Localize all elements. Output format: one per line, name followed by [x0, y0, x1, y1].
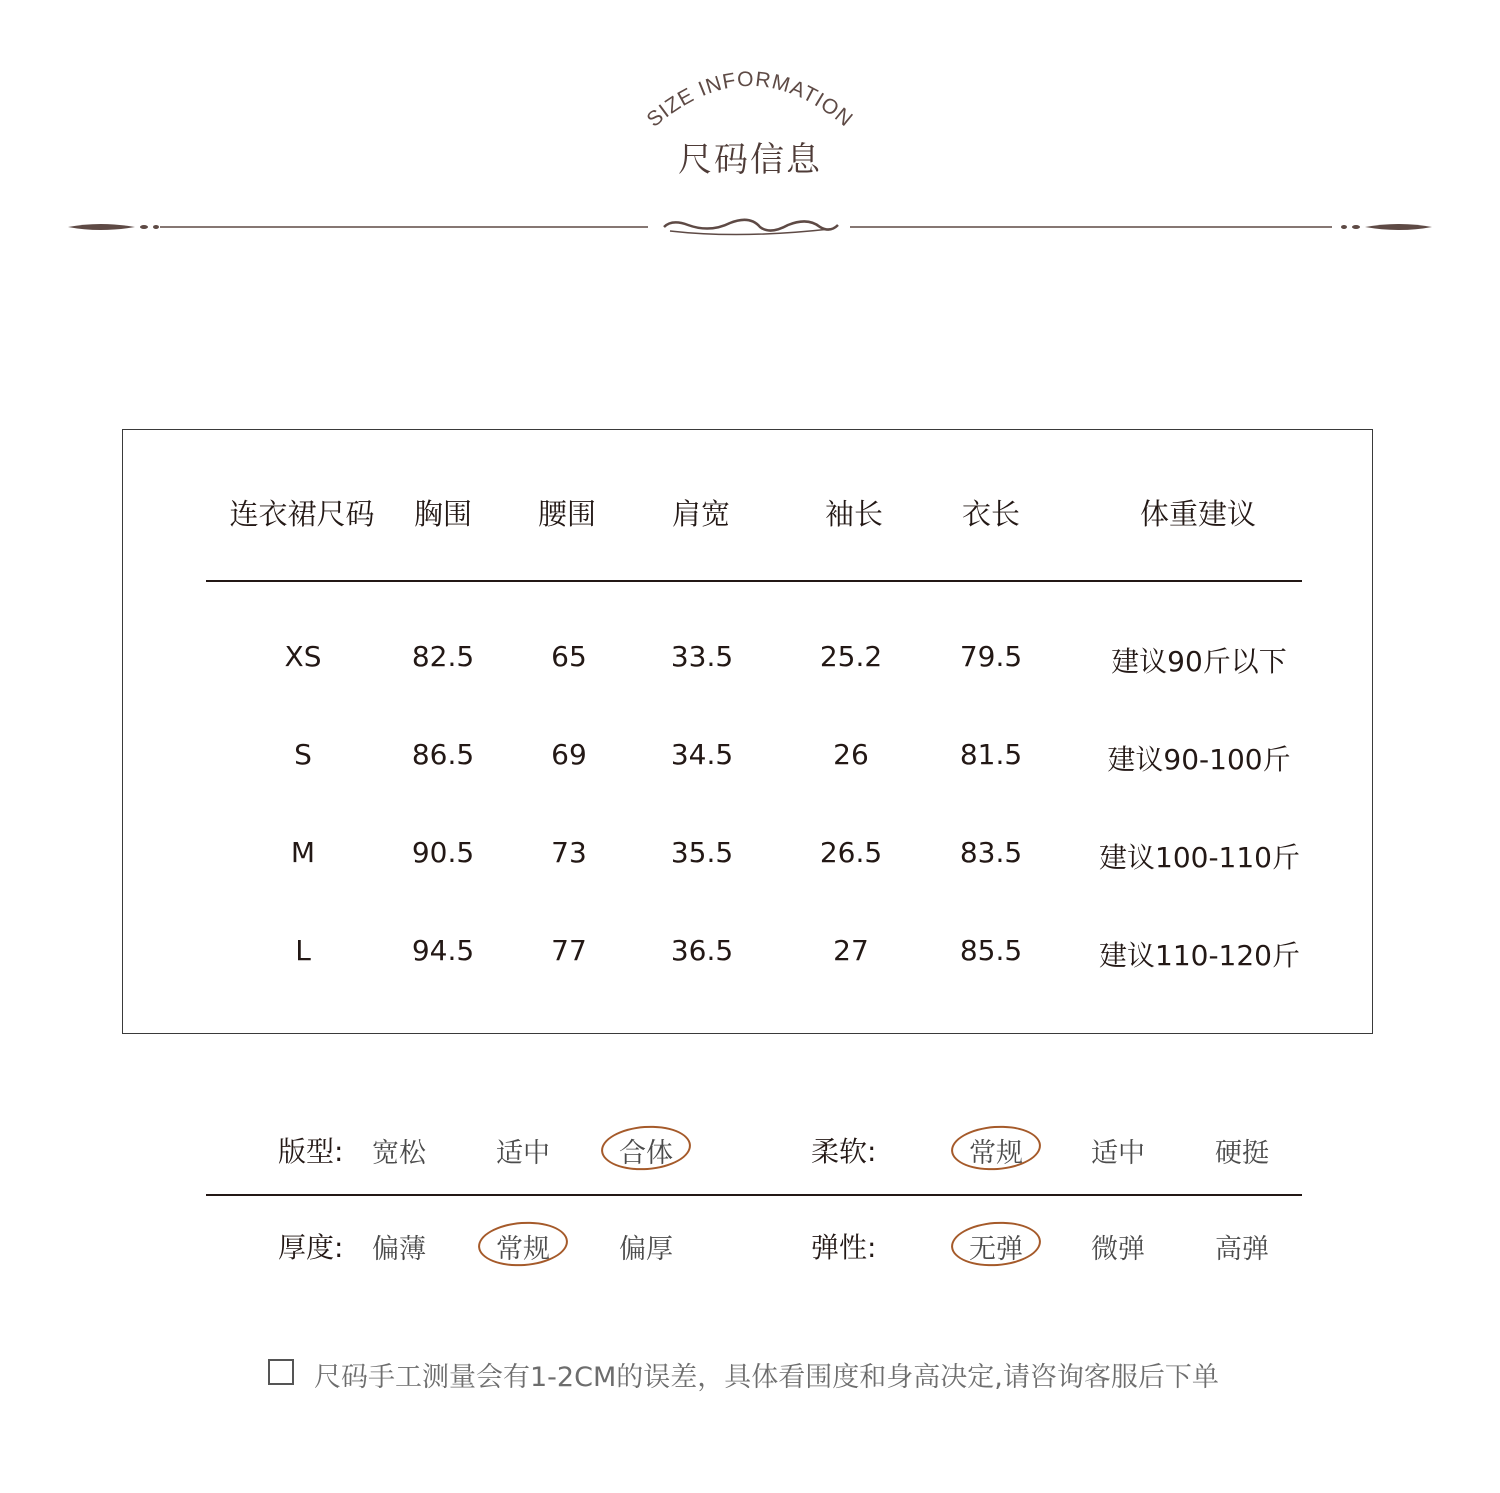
table-cell: 25.2 [819, 640, 883, 673]
table-cell: 83.5 [959, 836, 1023, 869]
table-cell: 79.5 [959, 640, 1023, 673]
table-cell: 90.5 [411, 836, 475, 869]
table-cell: 65 [551, 640, 587, 673]
table-cell: 36.5 [670, 934, 734, 967]
table-cell: 建议90斤以下 [1111, 645, 1287, 678]
table-cell: 26 [833, 738, 869, 771]
table-cell: S [294, 738, 312, 771]
table-cell: XS [284, 640, 322, 673]
table-cell: 69 [551, 738, 587, 771]
arc-subtitle-text: SIZE INFORMATION [642, 67, 858, 132]
table-cell: 82.5 [411, 640, 475, 673]
elasticity-option-slight: 微弹 [1091, 1234, 1145, 1265]
table-cell: 27 [833, 934, 869, 967]
fit-label: 版型: [278, 1135, 344, 1168]
svg-text:SIZE INFORMATION [643, 68, 858, 132]
attributes-rule [206, 1194, 1302, 1196]
table-cell: M [290, 836, 316, 869]
table-cell: 77 [551, 934, 587, 967]
ornamental-divider [60, 205, 1440, 249]
measurement-note: 尺码手工测量会有1-2CM的误差，具体看围度和身高决定,请咨询客服后下单 [314, 1362, 1219, 1393]
table-cell: L [295, 934, 311, 967]
softness-option-medium: 适中 [1091, 1138, 1145, 1169]
table-cell: 81.5 [959, 738, 1023, 771]
fit-option-loose: 宽松 [372, 1138, 426, 1169]
column-header-waist: 腰围 [537, 497, 596, 531]
table-cell: 33.5 [670, 640, 734, 673]
column-header-length: 衣长 [961, 497, 1020, 531]
column-header-size: 连衣裙尺码 [229, 497, 375, 531]
column-header-shoulder: 肩宽 [671, 497, 730, 531]
page-title: 尺码信息 [678, 140, 822, 180]
table-cell: 35.5 [670, 836, 734, 869]
table-cell: 建议90-100斤 [1107, 743, 1291, 776]
elasticity-option-none: 无弹 [969, 1234, 1023, 1265]
column-header-bust: 胸围 [413, 497, 472, 531]
size-information-arc-title [600, 60, 900, 140]
softness-label: 柔软: [811, 1135, 877, 1168]
column-header-sleeve: 袖长 [824, 497, 883, 531]
thickness-label: 厚度: [278, 1231, 344, 1264]
thickness-option-thick: 偏厚 [619, 1234, 673, 1265]
fit-option-medium: 适中 [496, 1138, 550, 1169]
fit-option-fitted: 合体 [619, 1138, 673, 1169]
elasticity-option-high: 高弹 [1215, 1234, 1269, 1265]
table-cell: 73 [551, 836, 587, 869]
elasticity-label: 弹性: [811, 1231, 877, 1264]
table-cell: 86.5 [411, 738, 475, 771]
table-cell: 26.5 [819, 836, 883, 869]
column-header-weight: 体重建议 [1139, 497, 1256, 531]
table-header-rule [206, 580, 1302, 582]
table-cell: 85.5 [959, 934, 1023, 967]
checkbox-icon [268, 1359, 294, 1385]
softness-option-regular: 常规 [969, 1138, 1023, 1169]
thickness-option-thin: 偏薄 [372, 1234, 426, 1265]
table-cell: 34.5 [670, 738, 734, 771]
softness-option-stiff: 硬挺 [1215, 1138, 1269, 1169]
thickness-option-regular: 常规 [496, 1234, 550, 1265]
table-cell: 建议100-110斤 [1099, 841, 1300, 874]
table-cell: 94.5 [411, 934, 475, 967]
table-cell: 建议110-120斤 [1099, 939, 1300, 972]
